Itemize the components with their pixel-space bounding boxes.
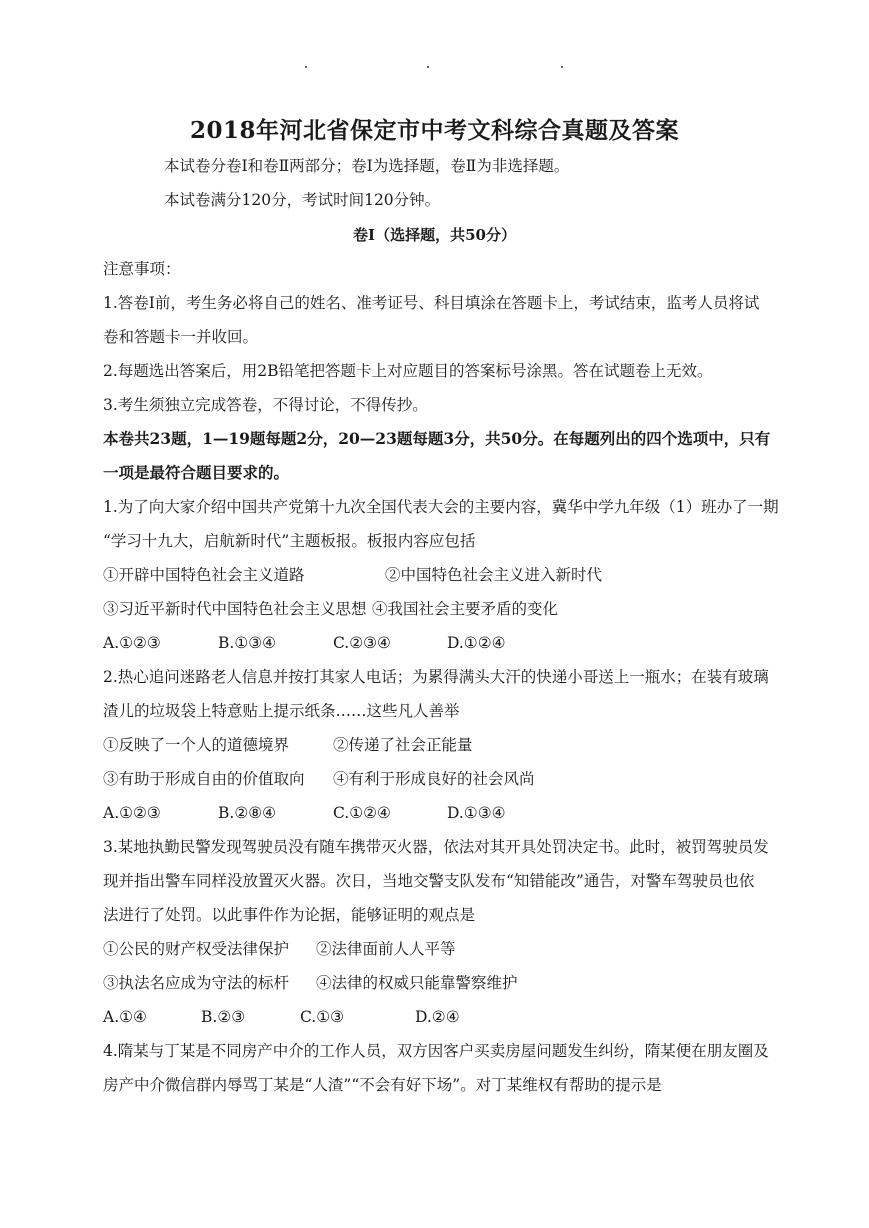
header-dot [561,66,563,68]
notice-item: 3.考生须独立完成答卷，不得讨论，不得传抄。 [103,396,428,414]
instruction-line: 一项是最符合题目要求的。 [103,463,290,482]
q3-item-3: ③执法名应成为守法的标杆 [103,974,290,992]
q3-option-c: C.①③ [300,1008,345,1026]
q2-item-4: ④有利于形成良好的社会风尚 [333,770,535,788]
q3-item-2: ②法律面前人人平等 [316,940,456,958]
document-title: 2018年河北省保定市中考文科综合真题及答案 [189,117,679,144]
q4-stem-line: 4.隋某与丁某是不同房产中介的工作人员，双方因客户买卖房屋问题发生纠纷，隋某便在朋友圈及 [103,1042,769,1060]
q2-option-b: B.②⑧④ [218,804,277,822]
q1-item-1: ①开辟中国特色社会主义道路 [103,566,305,584]
q3-option-d: D.②④ [415,1008,460,1026]
intro-line-1: 本试卷分卷Ⅰ和卷Ⅱ两部分；卷Ⅰ为选择题，卷Ⅱ为非选择题。 [164,157,570,175]
q3-option-a: A.①④ [103,1008,147,1026]
q1-item-2: ②中国特色社会主义进入新时代 [385,566,603,584]
q3-stem-line: 3.某地执勤民警发现驾驶员没有随车携带灭火器，依法对其开具处罚决定书。此时，被罚驾驶员发 [103,838,769,856]
q3-item-1: ①公民的财产权受法律保护 [103,940,290,958]
q3-item-4: ④法律的权威只能靠警察维护 [316,974,518,992]
q2-option-a: A.①②③ [103,804,161,822]
q2-stem-line: 渣儿的垃圾袋上特意贴上提示纸条……这些凡人善举 [103,702,460,720]
q2-item-1: ①反映了一个人的道德境界 [103,736,290,754]
q2-option-c: C.①②④ [333,804,391,822]
q3-stem-line: 法进行了处罚。以此事件作为论据，能够证明的观点是 [103,906,476,924]
q1-stem-line: “学习十九大，启航新时代”主题板报。板报内容应包括 [103,532,476,550]
q1-item-4: ④我国社会主要矛盾的变化 [372,600,559,618]
q3-option-b: B.②③ [201,1008,246,1026]
notice-heading: 注意事项： [103,260,181,278]
section-title: 卷Ⅰ（选择题，共50分） [353,226,516,244]
q4-stem-line: 房产中介微信群内辱骂丁某是“人渣”“不会有好下场”。对丁某维权有帮助的提示是 [103,1076,662,1094]
q1-item-3: ③习近平新时代中国特色社会主义思想 [103,600,367,618]
notice-item: 2.每题选出答案后，用2B铅笔把答题卡上对应题目的答案标号涂黑。答在试题卷上无效。 [103,362,713,380]
q1-option-d: D.①②④ [447,634,506,652]
notice-item: 卷和答题卡一并收回。 [103,328,259,346]
q2-option-d: D.①③④ [447,804,506,822]
notice-item: 1.答卷Ⅰ前，考生务必将自己的姓名、准考证号、科目填涂在答题卡上，考试结束，监考人员将试 [103,294,760,312]
q2-stem-line: 2.热心追问迷路老人信息并按打其家人电话；为累得满头大汗的快递小哥送上一瓶水；在装有玻璃 [103,668,769,686]
q1-option-b: B.①③④ [218,634,277,652]
header-dots [0,66,869,76]
instruction-line: 本卷共23题，1—19题每题2分，20—23题每题3分，共50分。在每题列出的四个选项中，只有 [103,429,771,448]
q2-item-3: ③有助于形成自由的价值取向 [103,770,305,788]
header-dot [305,66,307,68]
q2-item-2: ②传递了社会正能量 [333,736,473,754]
q1-stem-line: 1.为了向大家介绍中国共产党第十九次全国代表大会的主要内容，冀华中学九年级（1）班办了一期 [103,498,779,516]
q3-stem-line: 现并指出警车同样没放置灭火器。次日，当地交警支队发布“知错能改”通告，对警车驾驶员也依 [103,872,755,890]
intro-line-2: 本试卷满分120分，考试时间120分钟。 [164,191,441,209]
q1-option-a: A.①②③ [103,634,161,652]
q1-option-c: C.②③④ [333,634,391,652]
header-dot [427,66,429,68]
